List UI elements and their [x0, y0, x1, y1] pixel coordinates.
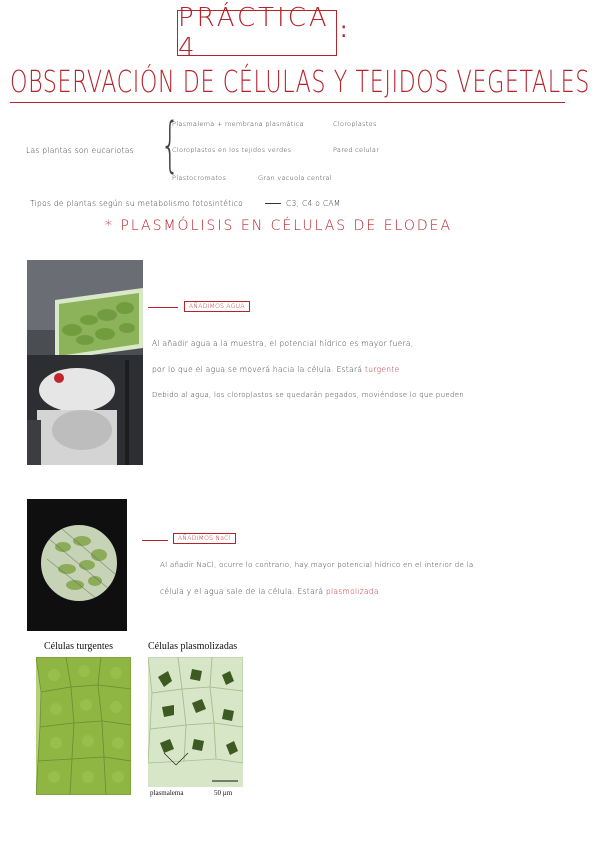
plasmolized-word: plasmolizada [325, 587, 379, 596]
page-subtitle: OBSERVACIÓN DE CÉLULAS Y TEJIDOS VEGETALES [10, 65, 590, 100]
arrow-icon [265, 203, 281, 204]
subtitle-underline [10, 102, 565, 103]
water-tag: AÑADIMOS AGUA [184, 301, 250, 312]
arrow-icon [142, 540, 168, 541]
water-line-1: Al añadir agua a la muestra, el potencial hídrico es mayor fuera, [152, 339, 414, 348]
page-title [177, 3, 337, 63]
microscope-view-photo [27, 499, 127, 631]
plant-types-result: C3, C4 o CAM [286, 199, 341, 208]
scale-bar-label: 50 µm [214, 789, 233, 797]
arrow-icon [148, 307, 178, 308]
water-line-3: Debido al agua, los cloroplastos se quedarán pegados, moviéndose lo que pueden [152, 391, 465, 399]
section-title: * PLASMÓLISIS EN CÉLULAS DE ELODEA [105, 218, 453, 234]
brace-icon: { [160, 110, 180, 180]
salt-line-2-text: célula y el agua sale de la célula. Estará [160, 587, 324, 596]
title-colon: : [340, 18, 348, 43]
salt-line-2 [160, 587, 379, 596]
intro-item-1-right: Cloroplastos [333, 120, 377, 128]
intro-item-3-left: Plastocromatos [172, 174, 227, 182]
microscope-photo [27, 260, 143, 465]
intro-item-3-right: Gran vacuola central [258, 174, 332, 182]
salt-tag: AÑADIMOS NaCl [173, 533, 236, 544]
plant-types: Tipos de plantas según su metabolismo fotosintético [30, 199, 244, 208]
plasmolized-label: Células plasmolizadas [148, 641, 238, 652]
turgent-label: Células turgentes [44, 641, 113, 652]
cell-comparison-figure [28, 637, 250, 800]
intro-lead: Las plantas son eucariotas [26, 146, 134, 155]
intro-item-2-left: Cloroplastos en los tejidos verdes [172, 146, 292, 154]
plasmalema-annotation: plasmalema [150, 789, 184, 797]
intro-item-1-left: Plasmalema + membrana plasmática [172, 120, 304, 128]
title-text: PRÁCTICA 4 [178, 3, 330, 63]
turgent-word: turgente [365, 365, 400, 374]
salt-line-1: Al añadir NaCl, ocurre lo contrario, hay mayor potencial hídrico en el interior de la [160, 561, 474, 569]
turgent-cells-image [36, 657, 131, 795]
water-line-2 [152, 365, 399, 374]
plasmolized-cells-image [148, 657, 243, 787]
water-line-2-text: por lo que el agua se moverá hacia la célula. Estará [152, 365, 363, 374]
intro-item-2-right: Pared celular [333, 146, 380, 154]
